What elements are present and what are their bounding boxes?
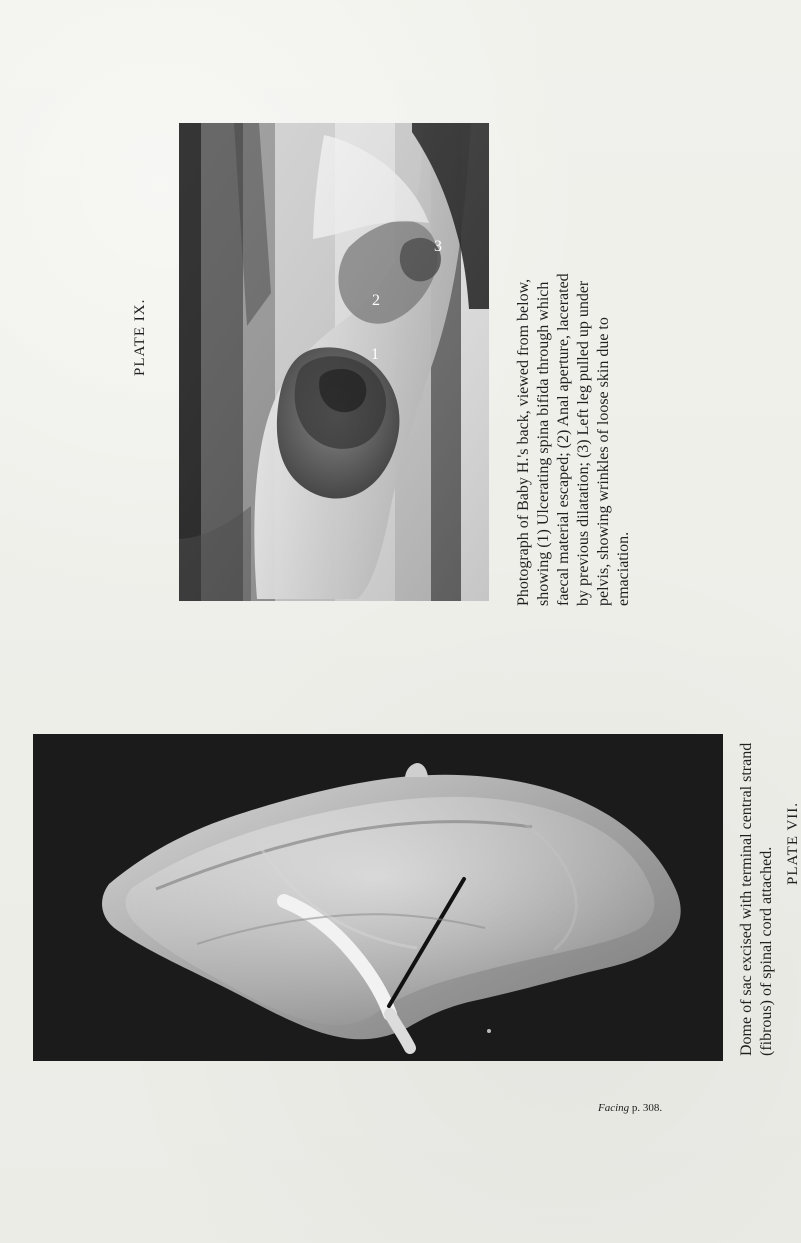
plate-ix-photo-svg	[179, 123, 489, 601]
plate-ix-caption-line: Photograph of Baby H.'s back, viewed from below,	[515, 278, 532, 606]
plate-vii-caption-line: Dome of sac excised with terminal central strand	[738, 742, 755, 1056]
plate-vii-photo	[33, 734, 723, 1061]
plate-ix-caption-line: by previous dilatation; (3) Left leg pulled up under	[575, 280, 592, 606]
plate-ix-marker-1: 1	[371, 346, 379, 363]
plate-ix-label: PLATE IX.	[132, 298, 148, 376]
plate-vii-caption	[737, 743, 777, 1056]
facing-prefix: Facing	[598, 1102, 630, 1114]
plate-vii-label: PLATE VII.	[785, 801, 801, 885]
plate-ix-caption-line: faecal material escaped; (2) Anal aperture, lacerated	[555, 273, 572, 606]
plate-vii-caption-line: (fibrous) of spinal cord attached.	[758, 846, 775, 1056]
plate-ix-photo	[179, 123, 489, 601]
plate-ix-marker-3: 3	[434, 238, 442, 255]
plate-vii-photo-svg	[33, 734, 723, 1061]
plate-ix-caption-line: pelvis, showing wrinkles of loose skin due to	[595, 317, 612, 606]
plate-ix-caption-line: emaciation.	[615, 531, 632, 606]
plate-ix-caption-line: showing (1) Ulcerating spina bifida through which	[535, 281, 552, 606]
plate-ix-caption	[514, 273, 634, 606]
facing-page-note	[598, 1102, 662, 1114]
facing-page-number: p. 308.	[631, 1102, 663, 1114]
plate-ix-marker-2: 2	[372, 292, 380, 309]
